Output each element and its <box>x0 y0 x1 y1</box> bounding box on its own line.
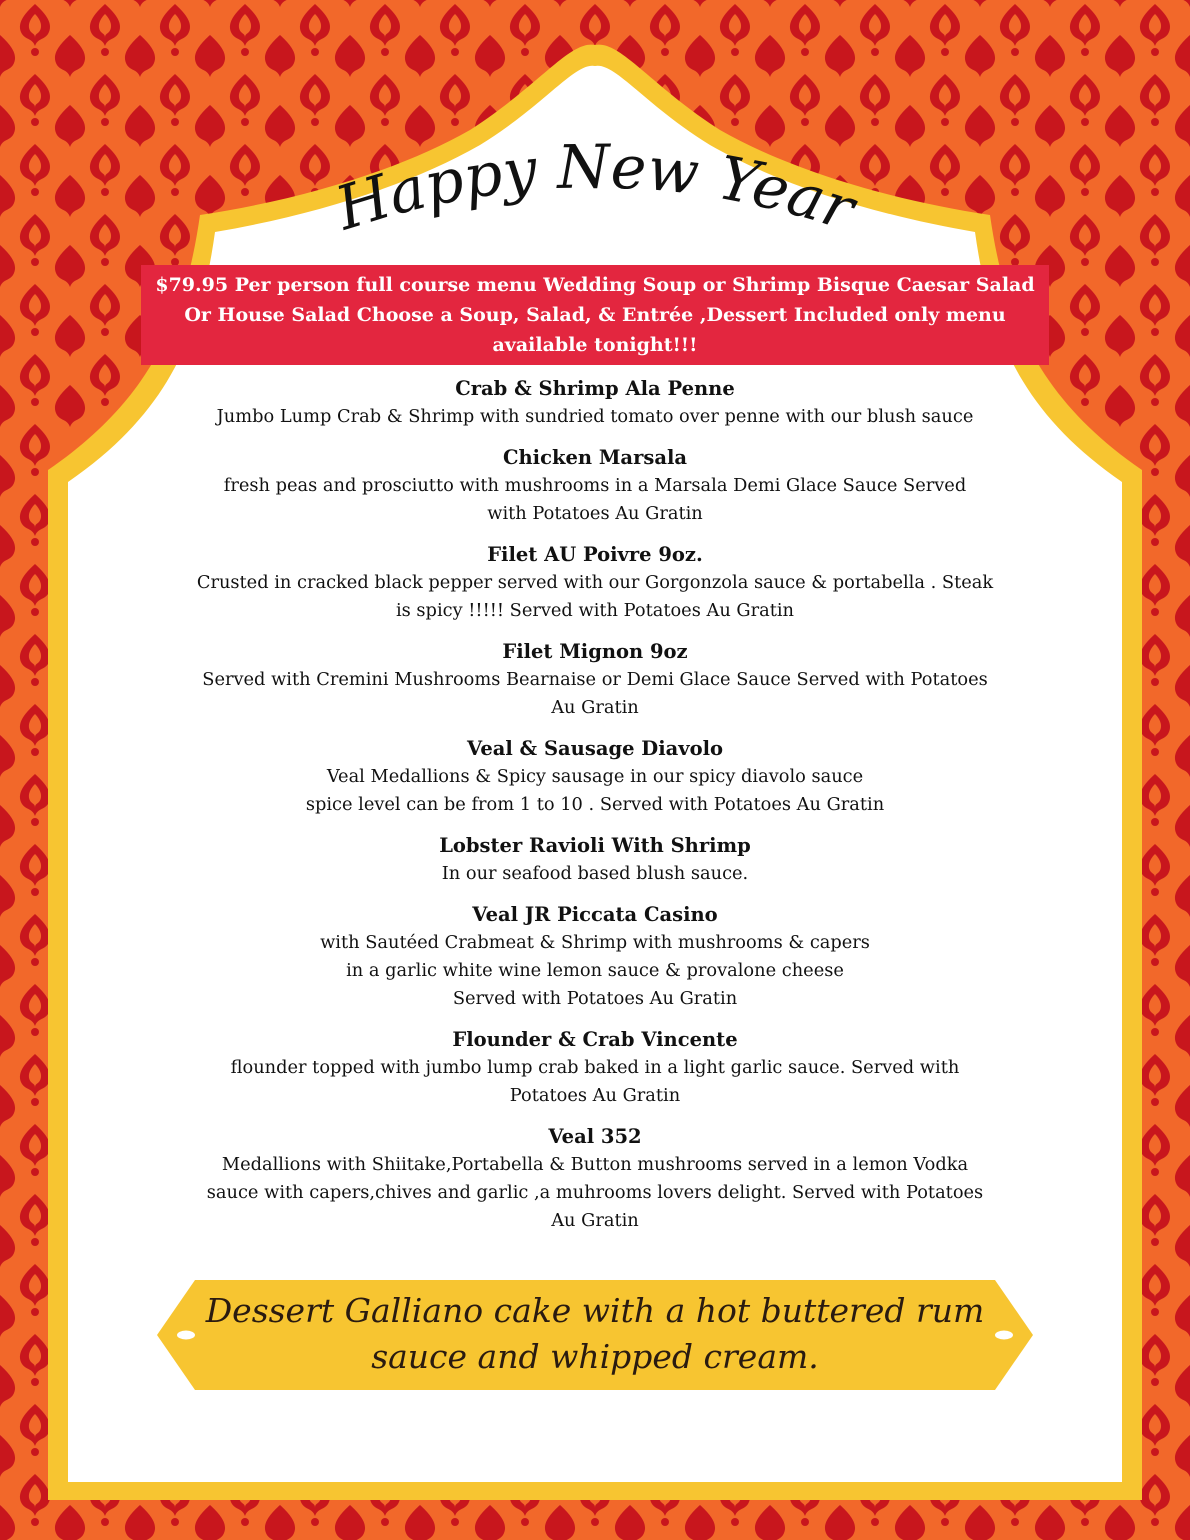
menu-item-description-line: Crusted in cracked black pepper served with our Gorgonzola sauce & portabella . Steak <box>196 572 994 593</box>
menu-item-description-line: with Potatoes Au Gratin <box>487 503 703 524</box>
menu-item-name: Veal JR Piccata Casino <box>472 903 718 926</box>
title-arc <box>245 130 945 250</box>
price-banner-text: $79.95 Per person full course menu Wedding Soup or Shrimp Bisque Caesar Salad Or House Salad Choose a Soup, Salad, & Entrée ,Dessert Included only menu available tonight!!! <box>155 274 1035 356</box>
menu-item-description <box>150 763 1040 819</box>
menu-item-description-line: in a garlic white wine lemon sauce & provalone cheese <box>346 960 844 981</box>
menu-item-name: Veal & Sausage Diavolo <box>466 737 723 760</box>
menu-item <box>150 831 1040 888</box>
menu-item-description <box>150 929 1040 1013</box>
menu-item-description <box>150 1151 1040 1235</box>
menu-item-description-line: Jumbo Lump Crab & Shrimp with sundried tomato over penne with our blush sauce <box>216 406 974 427</box>
dessert-line: Dessert Galliano cake with a hot buttered rum <box>205 1291 985 1330</box>
price-banner <box>141 265 1049 365</box>
menu-item-description-line: Served with Potatoes Au Gratin <box>452 988 738 1009</box>
menu-item-description-line: Potatoes Au Gratin <box>509 1085 681 1106</box>
dessert-line: sauce and whipped cream. <box>371 1337 819 1376</box>
menu-item-name: Lobster Ravioli With Shrimp <box>439 834 751 857</box>
menu-item-description-line: Served with Cremini Mushrooms Bearnaise or Demi Glace Sauce Served with Potatoes <box>202 669 988 690</box>
menu-item <box>150 1122 1040 1235</box>
menu-item-description-line: flounder topped with jumbo lump crab baked in a light garlic sauce. Served with <box>230 1057 960 1078</box>
menu-item-description <box>150 666 1040 722</box>
menu-item-description <box>150 1054 1040 1110</box>
svg-text:Happy New Year <box>327 132 866 245</box>
menu-item-name: Filet Mignon 9oz <box>502 640 688 663</box>
menu-item-description <box>150 569 1040 625</box>
menu-item <box>150 374 1040 431</box>
menu-item-name: Filet AU Poivre 9oz. <box>487 543 703 566</box>
menu-item-name: Chicken Marsala <box>502 446 687 469</box>
menu-item <box>150 637 1040 722</box>
menu-item-description-line: with Sautéed Crabmeat & Shrimp with mushrooms & capers <box>320 932 870 953</box>
menu-item-description-line: In our seafood based blush sauce. <box>441 863 749 884</box>
menu-item <box>150 540 1040 625</box>
menu-item <box>150 1025 1040 1110</box>
menu-item-name: Crab & Shrimp Ala Penne <box>455 377 735 400</box>
menu-item-name: Veal 352 <box>548 1125 642 1148</box>
menu-item-description <box>150 403 1040 431</box>
menu-item-description-line: sauce with capers,chives and garlic ,a muhrooms lovers delight. Served with Potatoes <box>206 1182 984 1203</box>
menu-list <box>150 374 1040 1235</box>
menu-item-description-line: spice level can be from 1 to 10 . Served with Potatoes Au Gratin <box>305 794 885 815</box>
menu-item <box>150 734 1040 819</box>
menu-item-description <box>150 472 1040 528</box>
menu-item <box>150 900 1040 1013</box>
menu-item-description-line: Au Gratin <box>551 697 639 718</box>
menu-item-description-line: Veal Medallions & Spicy sausage in our spicy diavolo sauce <box>326 766 864 787</box>
dessert-text <box>185 1288 1005 1380</box>
menu-item-description <box>150 860 1040 888</box>
menu-item-description-line: Au Gratin <box>551 1210 639 1231</box>
menu-item-description-line: is spicy !!!!! Served with Potatoes Au Gratin <box>395 600 795 621</box>
menu-item-name: Flounder & Crab Vincente <box>452 1028 738 1051</box>
menu-item <box>150 443 1040 528</box>
menu-item-description-line: fresh peas and prosciutto with mushrooms in a Marsala Demi Glace Sauce Served <box>223 475 967 496</box>
page-title: Happy New Year <box>328 132 863 245</box>
menu-item-description-line: Medallions with Shiitake,Portabella & Button mushrooms served in a lemon Vodka <box>221 1154 969 1175</box>
